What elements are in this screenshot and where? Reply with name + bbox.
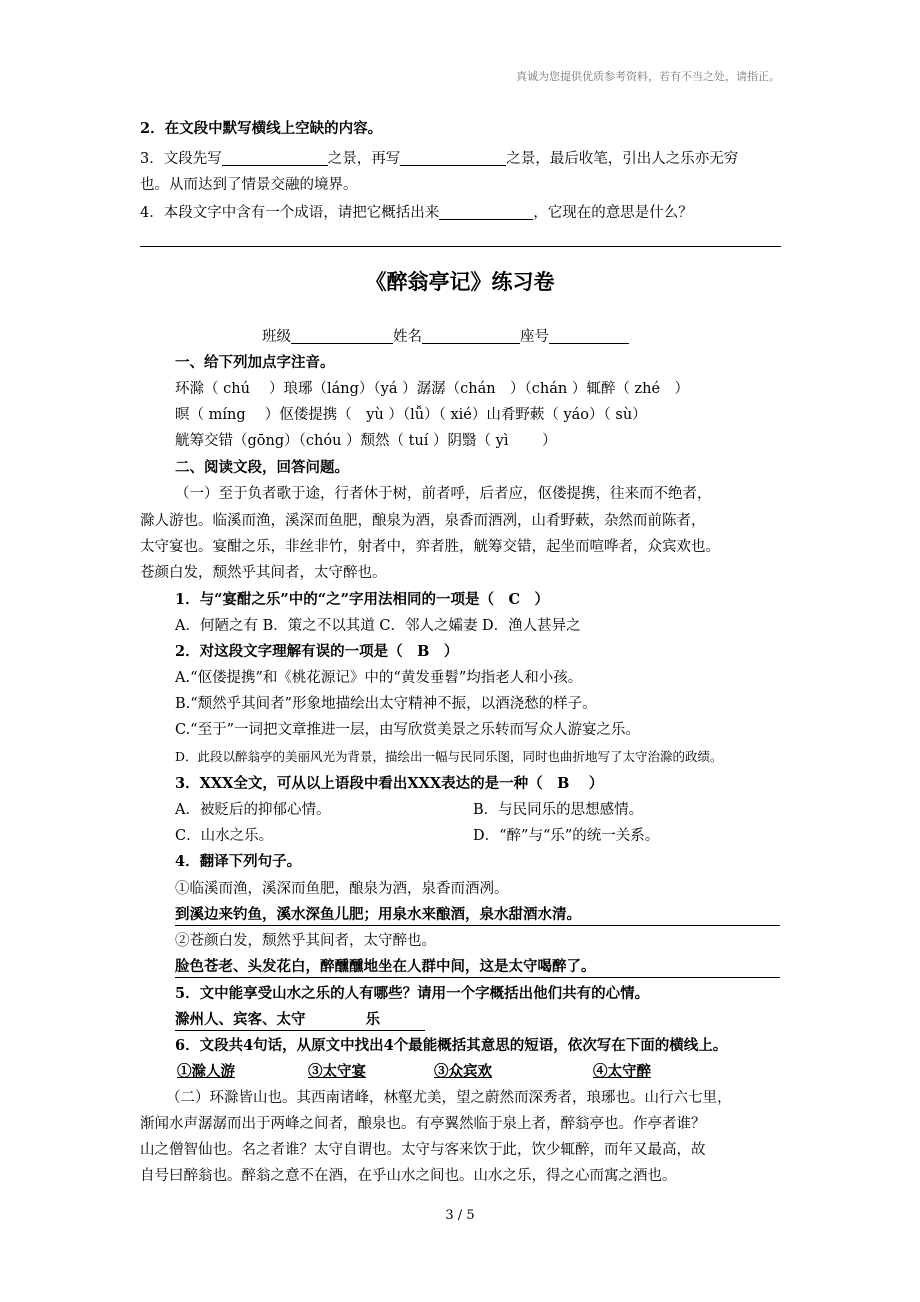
page-number: 3 / 5 [445,1208,475,1223]
passage-1-line: （一）至于负者歌于途，行者休于树，前者呼，后者应，伛偻提携，往来而不绝者， [175,486,712,502]
page-title: 《醉翁亭记》练习卷 [365,270,555,294]
mc-option: B．与民同乐的思想感情。 [473,802,644,818]
pinyin-line: 觥筹交错（gōng）（chóu ）颓然（ tuí ）阴翳（ yì ） [175,433,557,449]
seat-field[interactable] [549,328,629,344]
question-6: 6．文段共4句话，从原文中找出4个最能概括其意思的短语，依次写在下面的横线上。 [175,1037,728,1054]
passage-2-line: 自号曰醉翁也。醉翁之意不在酒，在乎山水之间也。山水之乐，得之心而寓之酒也。 [140,1168,677,1184]
name-field[interactable] [422,328,520,344]
passage-1-line: 苍颜白发，颓然乎其间者，太守醉也。 [140,565,387,581]
passage-2-line: （二）环滁皆山也。其西南诸峰，林壑尤美，望之蔚然而深秀者，琅琊也。山行六七里， [166,1090,732,1106]
answer-text: ③太守宴 [308,1063,366,1080]
mc-option: A.“伛偻提携”和《桃花源记》中的“黄发垂髫”均指老人和小孩。 [175,670,583,686]
name-label: 姓名 [393,329,422,345]
mc-options-3-row1 [175,800,695,820]
class-label: 班级 [262,329,291,345]
mc-question-3: 3．XXX全文，可从以上语段中看出XXX表达的是一种（ B ） [175,775,604,792]
section-1-title: 一、给下列加点字注音。 [175,354,335,371]
mc-option: A．被贬后的抑郁心情。 [175,802,331,818]
question-5: 5．文中能享受山水之乐的人有哪些？请用一个字概括出他们共有的心情。 [175,985,650,1002]
seat-label: 座号 [520,329,549,345]
translate-answer-1 [175,905,780,926]
pinyin-line: 暝（ míng ）伛偻提携（ yù ）（lǚ）（ xié）山肴野蔌（ yáo）（ sù） [175,407,647,423]
question-2-fill: 2．在文段中默写横线上空缺的内容。 [140,120,383,137]
translate-answer-2 [175,957,780,978]
answer-text: 滁州人、宾客、太守 乐 [175,1010,425,1031]
question-4 [140,203,693,223]
answer-text: ③众宾欢 [434,1063,492,1080]
passage-2-line: 山之僧智仙也。名之者谁？太守自谓也。太守与客来饮于此，饮少辄醉，而年又最高，故 [140,1142,706,1158]
mc-question-2: 2．对这段文字理解有误的一项是（ B ） [175,643,459,660]
passage-1-line: 滁人游也。临溪而渔，溪深而鱼肥，酿泉为酒，泉香而酒冽，山肴野蔌，杂然而前陈者， [140,513,706,529]
answer-blank[interactable] [400,150,506,166]
translate-sentence-1: ①临溪而渔，溪深而鱼肥，酿泉为酒，泉香而酒冽。 [175,881,509,897]
mc-options-1: A．何陋之有 B．策之不以其道 C．邻人之孀妻 D．渔人甚异之 [175,618,581,634]
section-divider [140,246,781,247]
answer-text: 脸色苍老、头发花白，醉醺醺地坐在人群中间，这是太守喝醉了。 [175,957,780,978]
q3-text-c: 之景，最后收笔，引出人之乐亦无穷 [506,151,739,167]
q3-text-a: 3．文段先写 [140,151,222,167]
mc-options-3-row2 [175,826,695,846]
mc-option: C．山水之乐。 [175,828,274,844]
answer-text: 到溪边来钓鱼，溪水深鱼儿肥；用泉水来酿酒，泉水甜酒水清。 [175,905,780,926]
answer-text: ④太守醉 [593,1063,651,1080]
q4-text-b: ，它现在的意思是什么？ [533,205,693,221]
question-5-answer [175,1010,425,1031]
question-3-line2: 也。从而达到了情景交融的境界。 [140,177,358,193]
q3-text-b: 之景，再写 [327,151,401,167]
passage-1-line: 太守宴也。宴酣之乐，非丝非竹，射者中，弈者胜，觥筹交错，起坐而喧哗者，众宾欢也。 [140,539,720,555]
header-note: 真诚为您提供优质参考资料，若有不当之处，请指正。 [516,70,780,83]
class-field[interactable] [291,328,393,344]
q4-text-a: 4．本段文字中含有一个成语，请把它概括出来 [140,205,440,221]
student-info [262,327,629,347]
passage-2-line: 渐闻水声潺潺而出于两峰之间者，酿泉也。有亭翼然临于泉上者，醉翁亭也。作亭者谁？ [140,1116,706,1132]
pinyin-line: 环滁（ chú ）琅琊（láng）（yá ）潺潺（chán ）（chán ）辄醉（ zhé ） [175,381,690,397]
answer-blank[interactable] [439,204,533,220]
answer-blank[interactable] [222,150,328,166]
translate-question: 4．翻译下列句子。 [175,853,302,870]
mc-option: C.“至于”一词把文章推进一层，由写欣赏美景之乐转而写众人游宴之乐。 [175,722,641,738]
answer-text: ①滁人游 [177,1063,235,1080]
section-2-title: 二、阅读文段，回答问题。 [175,459,349,476]
translate-sentence-2: ②苍颜白发，颓然乎其间者，太守醉也。 [175,933,436,949]
mc-option: B.“颓然乎其间者”形象地描绘出太守精神不振，以酒浇愁的样子。 [175,696,597,712]
mc-option: D．“醉”与“乐”的统一关系。 [473,828,660,844]
mc-question-1: 1．与“宴酣之乐”中的“之”字用法相同的一项是（ C ） [175,591,549,608]
question-3-line1 [140,149,738,169]
mc-option: D．此段以醉翁亭的美丽风光为背景，描绘出一幅与民同乐图，同时也曲折地写了太守治滁的政绩。 [175,749,723,764]
